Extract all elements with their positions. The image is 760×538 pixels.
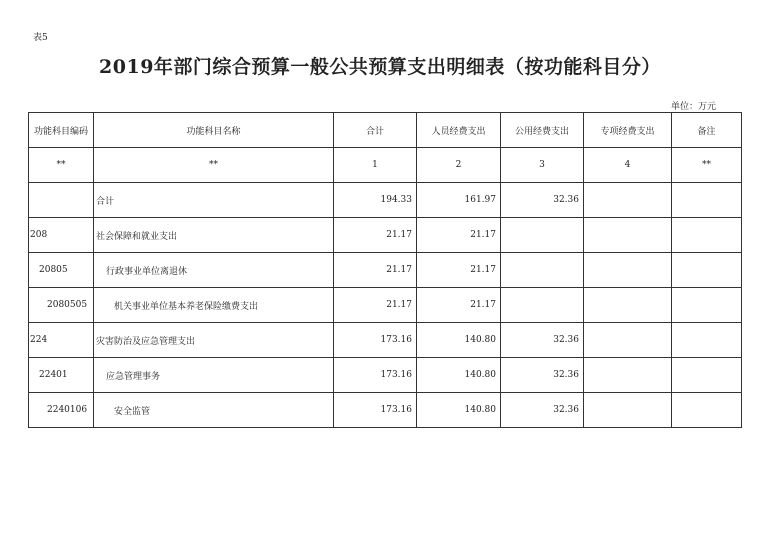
row-code: 224 <box>29 323 94 358</box>
row-public: 32.36 <box>501 183 584 218</box>
row-personnel: 140.80 <box>417 358 501 393</box>
row-code: 22401 <box>29 358 94 393</box>
row-remark <box>672 288 742 323</box>
row-special <box>584 358 672 393</box>
header-public: 公用经费支出 <box>501 113 584 148</box>
row-personnel: 140.80 <box>417 393 501 428</box>
table-number: 表5 <box>33 33 48 43</box>
header-special: 专项经费支出 <box>584 113 672 148</box>
table-row <box>29 218 742 253</box>
table-row <box>29 183 742 218</box>
index-total: 1 <box>334 148 417 183</box>
row-code: 2080505 <box>29 288 94 323</box>
row-code: 20805 <box>29 253 94 288</box>
table-row <box>29 253 742 288</box>
row-special <box>584 288 672 323</box>
row-remark <box>672 253 742 288</box>
row-remark <box>672 183 742 218</box>
row-name: 社会保障和就业支出 <box>94 218 334 253</box>
index-personnel: 2 <box>417 148 501 183</box>
row-name: 应急管理事务 <box>94 358 334 393</box>
row-name: 合计 <box>94 183 334 218</box>
row-special <box>584 218 672 253</box>
header-code: 功能科目编码 <box>29 113 94 148</box>
row-public <box>501 288 584 323</box>
row-name: 灾害防治及应急管理支出 <box>94 323 334 358</box>
row-special <box>584 323 672 358</box>
row-code: 208 <box>29 218 94 253</box>
header-name: 功能科目名称 <box>94 113 334 148</box>
budget-table <box>28 112 742 428</box>
row-total: 21.17 <box>334 218 417 253</box>
row-name: 安全监管 <box>94 393 334 428</box>
page-title: 2019年部门综合预算一般公共预算支出明细表（按功能科目分） <box>99 56 661 78</box>
row-personnel: 21.17 <box>417 288 501 323</box>
row-personnel: 21.17 <box>417 218 501 253</box>
header-remark: 备注 <box>672 113 742 148</box>
index-name: ** <box>94 148 334 183</box>
table-row <box>29 393 742 428</box>
unit-label: 单位：万元 <box>670 102 716 112</box>
row-total: 194.33 <box>334 183 417 218</box>
row-public: 32.36 <box>501 323 584 358</box>
row-name: 机关事业单位基本养老保险缴费支出 <box>94 288 334 323</box>
row-remark <box>672 358 742 393</box>
table-row <box>29 358 742 393</box>
row-remark <box>672 218 742 253</box>
row-remark <box>672 323 742 358</box>
row-code <box>29 183 94 218</box>
row-personnel: 140.80 <box>417 323 501 358</box>
header-personnel: 人员经费支出 <box>417 113 501 148</box>
index-special: 4 <box>584 148 672 183</box>
header-total: 合计 <box>334 113 417 148</box>
row-special <box>584 393 672 428</box>
row-public: 32.36 <box>501 393 584 428</box>
row-remark <box>672 393 742 428</box>
row-code: 2240106 <box>29 393 94 428</box>
row-public <box>501 218 584 253</box>
row-total: 173.16 <box>334 393 417 428</box>
index-public: 3 <box>501 148 584 183</box>
table-row <box>29 323 742 358</box>
row-total: 21.17 <box>334 253 417 288</box>
header-row <box>29 113 742 148</box>
index-remark: ** <box>672 148 742 183</box>
row-special <box>584 183 672 218</box>
row-public <box>501 253 584 288</box>
row-name: 行政事业单位离退休 <box>94 253 334 288</box>
row-public: 32.36 <box>501 358 584 393</box>
row-total: 173.16 <box>334 358 417 393</box>
row-personnel: 21.17 <box>417 253 501 288</box>
table-row <box>29 288 742 323</box>
index-row <box>29 148 742 183</box>
row-special <box>584 253 672 288</box>
index-code: ** <box>29 148 94 183</box>
row-total: 173.16 <box>334 323 417 358</box>
row-total: 21.17 <box>334 288 417 323</box>
row-personnel: 161.97 <box>417 183 501 218</box>
